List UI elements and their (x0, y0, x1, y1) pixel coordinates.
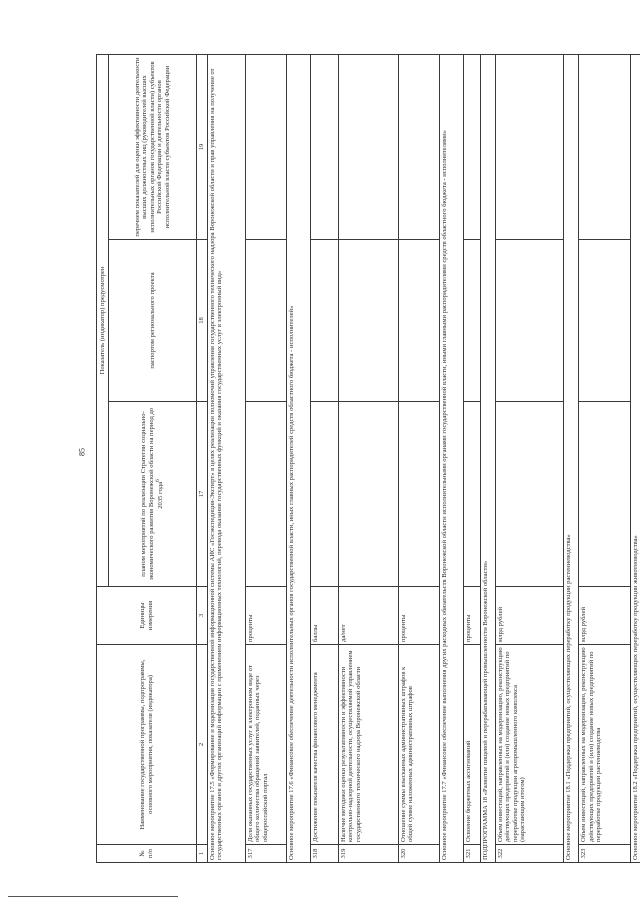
table-area (96, 55, 640, 863)
indicator-name: Освоение бюджетных ассигнований (464, 645, 480, 845)
cell-project (338, 240, 398, 402)
row-number: 321 (464, 845, 480, 863)
index-cell: 17 (197, 402, 208, 587)
index-cell: 3 (197, 587, 208, 645)
header-strategy-plan-text: планом мероприятий по реализации Стратегии социально-экономического развития Воронежской области на период до 2035 года (140, 407, 165, 581)
page-number: 85 (77, 448, 87, 456)
index-cell: 2 (197, 645, 208, 845)
header-num: № п/п (97, 845, 197, 863)
header-strategy-plan (109, 402, 197, 587)
cell-strategy (579, 402, 631, 587)
indicator-name: Наличие методики оценки результативности и эффективности контрольно-надзорной деятельности, осуществляемой управлением государственного технического надзора Воронежской области (338, 645, 398, 845)
section-row: Основное мероприятие 18.1 «Поддержка предприятий, осуществляющих переработку продукции растениеводства» (563, 55, 578, 863)
cell-strategy (464, 402, 480, 587)
indicator-name: Достижение показателя качества финансового менеджмента (311, 645, 338, 845)
indicator-unit: да/нет (338, 587, 398, 645)
indicator-unit: проценты (464, 587, 480, 645)
indicator-name: Отношение суммы взысканных административных штрафов к общей сумме наложенных административных штрафов (398, 645, 439, 845)
footnote-divider (8, 896, 178, 897)
cell-strategy (338, 402, 398, 587)
cell-efficiency (495, 55, 563, 240)
index-cell: 1 (197, 845, 208, 863)
header-regional-project: паспортом регионального проекта (109, 240, 197, 402)
cell-project (245, 240, 286, 402)
section-row: Основное мероприятие 17.7 «Финансовое обеспечение выполнения других расходных обязательств Воронежской области исполнительными органами государственной власти, иными главными распорядителями средств областного бюджета - исполнителями» (439, 55, 464, 863)
row-number: 318 (311, 845, 338, 863)
cell-strategy (398, 402, 439, 587)
indicator-unit: баллы (311, 587, 338, 645)
cell-project (311, 240, 338, 402)
header-indicator-group: Показатель (индикатор) предусмотрен (97, 55, 109, 587)
cell-efficiency (464, 55, 480, 240)
header-name: Наименование государственной программы, подпрограммы, основного мероприятия, показателя (индикатора) (97, 645, 197, 845)
section-row: Основное мероприятие 17.5 «Формирование и модернизация государственной информационной системы АИС «Госэкспедиция-Эксперт» в целях реализации полномочий управления государственного технического надзора Воронежской области и прав управления на получение от государственных органов и других организаций информации с применением информационных технологий, перевода оказания государственных функций и оказания государственных услуг в электронный вид» (207, 55, 245, 863)
index-cell: 19 (197, 55, 208, 240)
cell-project (579, 240, 631, 402)
cell-project (464, 240, 480, 402)
indicator-name: Объем инвестиций, направленных на модернизацию, реконструкцию действующих предприятий и (или) создание новых предприятий по переработке продукции агропромышленного комплекса (нарастающим итогом) (495, 645, 563, 845)
cell-project (495, 240, 563, 402)
section-row: Основное мероприятие 17.6 «Финансовое обеспечение деятельности исполнительных органов государственной власти, иных главных распорядителей средств областного бюджета - исполнителей» (286, 55, 311, 863)
rotated-table-wrapper (96, 55, 640, 863)
indicator-name: Доля оказанных государственных услуг в электронном виде от общего количества обращений заявителей, поданных через общероссийский портал (245, 645, 286, 845)
row-number: 323 (579, 845, 631, 863)
indicator-unit: млрд рублей (579, 587, 631, 645)
row-number: 320 (398, 845, 439, 863)
index-cell: 18 (197, 240, 208, 402)
cell-strategy (495, 402, 563, 587)
section-row: Основное мероприятие 18.2 «Поддержка предприятий, осуществляющих переработку продукции животноводства» (630, 55, 640, 863)
indicator-table (96, 54, 640, 863)
indicator-name: Объем инвестиций, направленных на модернизацию, реконструкцию действующих предприятий и (или) создание новых предприятий по переработке продукции растениеводства (579, 645, 631, 845)
row-number: 319 (338, 845, 398, 863)
cell-project (398, 240, 439, 402)
footnote-mark: 6 (155, 479, 162, 482)
cell-efficiency (338, 55, 398, 240)
cell-efficiency (311, 55, 338, 240)
indicator-unit: млрд рублей (495, 587, 563, 645)
cell-efficiency (245, 55, 286, 240)
header-efficiency-list: перечнем показателей для оценки эффективности деятельности высших должностных лиц (руководителей высших исполнительных органов государственной власти) субъектов Российской Федерации и деятельности органов исполнительной власти субъектов Российской Федерации (109, 55, 197, 240)
cell-efficiency (579, 55, 631, 240)
row-number: 317 (245, 845, 286, 863)
cell-strategy (311, 402, 338, 587)
indicator-unit: проценты (245, 587, 286, 645)
indicator-unit: проценты (398, 587, 439, 645)
row-number: 322 (495, 845, 563, 863)
cell-efficiency (398, 55, 439, 240)
subprogram-row: ПОДПРОГРАММА 18 «Развитие пищевой и перерабатывающей промышленности Воронежской области» (480, 55, 495, 863)
cell-strategy (245, 402, 286, 587)
header-unit: Единицы измерения (97, 587, 197, 645)
